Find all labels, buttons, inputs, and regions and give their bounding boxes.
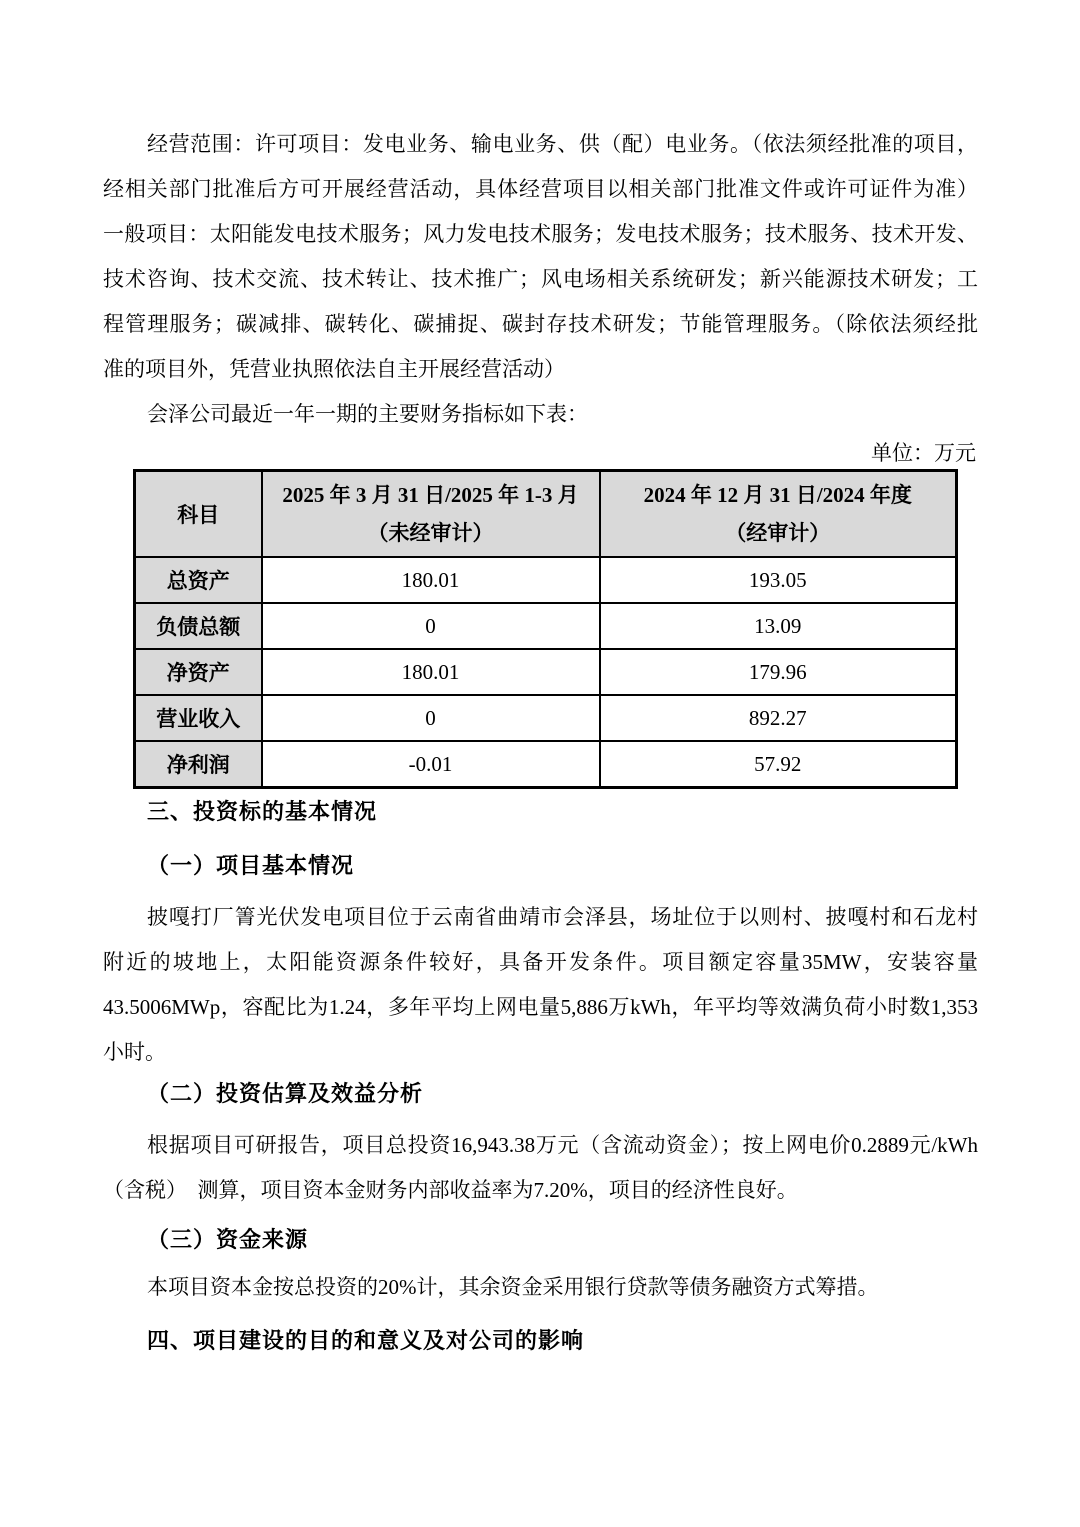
table-row xyxy=(135,741,957,788)
text-line: 技术咨询、技术交流、技术转让、技术推广；风电场相关系统研发；新兴能源技术研发；工 xyxy=(103,267,978,291)
table-header-period-2024-date: 2024 年 12 月 31 日/2024 年度 xyxy=(643,483,912,507)
text-line: 经营范围：许可项目：发电业务、输电业务、供（配）电业务。（依法须经批准的项目， xyxy=(147,132,978,156)
text-line: 本项目资本金按总投资的20%计，其余资金采用银行贷款等债务融资方式筹措。 xyxy=(147,1275,879,1299)
text-line: 一般项目：太阳能发电技术服务；风力发电技术服务；发电技术服务；技术服务、技术开发、 xyxy=(103,222,978,246)
row-label-cell: 负债总额 xyxy=(135,603,262,649)
table-header-period-2025q1-audit: （未经审计） xyxy=(367,521,494,545)
row-label-cell: 净资产 xyxy=(135,649,262,695)
text-line: 准的项目外，凭营业执照依法自主开展经营活动） xyxy=(103,357,565,381)
table-header-period-2024-audit: （经审计） xyxy=(725,521,831,545)
text-line: （含税） 测算，项目资本金财务内部收益率为7.20%，项目的经济性良好。 xyxy=(103,1178,798,1202)
text-line: 附近的坡地上，太阳能资源条件较好，具备开发条件。项目额定容量35MW，安装容量 xyxy=(103,950,978,974)
text-line: 会泽公司最近一年一期的主要财务指标如下表： xyxy=(147,402,588,426)
text-line: 根据项目可研报告，项目总投资16,943.38万元（含流动资金）；按上网电价0.2889元/kWh xyxy=(147,1133,978,1157)
table-row xyxy=(135,603,957,649)
business-scope-paragraph xyxy=(103,122,978,392)
value-cell-2025q1: -0.01 xyxy=(262,741,600,788)
value-cell-2025q1: 0 xyxy=(262,603,600,649)
table-header-period-2024 xyxy=(600,471,957,558)
value-cell-2024: 179.96 xyxy=(600,649,957,695)
value-cell-2025q1: 180.01 xyxy=(262,557,600,603)
funding-source-paragraph xyxy=(103,1265,978,1310)
value-cell-2024: 193.05 xyxy=(600,557,957,603)
text-line: 披嘎打厂箐光伏发电项目位于云南省曲靖市会泽县，场址位于以则村、披嘎村和石龙村 xyxy=(147,905,978,929)
table-header-period-2025q1 xyxy=(262,471,600,558)
financial-indicators-table xyxy=(133,469,958,789)
row-label-cell: 营业收入 xyxy=(135,695,262,741)
table-header-subject: 科目 xyxy=(135,471,262,558)
investment-analysis-paragraph xyxy=(103,1123,978,1213)
row-label-cell: 总资产 xyxy=(135,557,262,603)
text-line: 经相关部门批准后方可开展经营活动，具体经营项目以相关部门批准文件或许可证件为准） xyxy=(103,177,978,201)
table-row xyxy=(135,557,957,603)
text-line: 程管理服务；碳减排、碳转化、碳捕捉、碳封存技术研发；节能管理服务。（除依法须经批 xyxy=(103,312,978,336)
document-content xyxy=(103,122,978,1356)
section-3-2-heading: （二）投资估算及效益分析 xyxy=(147,1081,424,1106)
table-row xyxy=(135,649,957,695)
table-header-row xyxy=(135,471,957,558)
value-cell-2024: 892.27 xyxy=(600,695,957,741)
value-cell-2025q1: 0 xyxy=(262,695,600,741)
table-header-period-2025q1-date: 2025 年 3 月 31 日/2025 年 1-3 月 xyxy=(282,483,579,507)
row-label-cell: 净利润 xyxy=(135,741,262,788)
value-cell-2024: 13.09 xyxy=(600,603,957,649)
table-unit-label: 单位：万元 xyxy=(871,441,976,465)
section-4-heading: 四、项目建设的目的和意义及对公司的影响 xyxy=(147,1328,585,1353)
section-3-1-heading: （一）项目基本情况 xyxy=(147,853,355,878)
text-line: 43.5006MWp，容配比为1.24，多年平均上网电量5,886万kWh，年平均等效满负荷小时数1,353 xyxy=(103,995,978,1019)
project-overview-paragraph xyxy=(103,895,978,1075)
table-intro-paragraph xyxy=(103,392,978,437)
value-cell-2024: 57.92 xyxy=(600,741,957,788)
value-cell-2025q1: 180.01 xyxy=(262,649,600,695)
section-3-3-heading: （三）资金来源 xyxy=(147,1227,309,1252)
table-row xyxy=(135,695,957,741)
text-line: 小时。 xyxy=(103,1040,166,1064)
section-3-heading: 三、投资标的基本情况 xyxy=(147,799,378,824)
